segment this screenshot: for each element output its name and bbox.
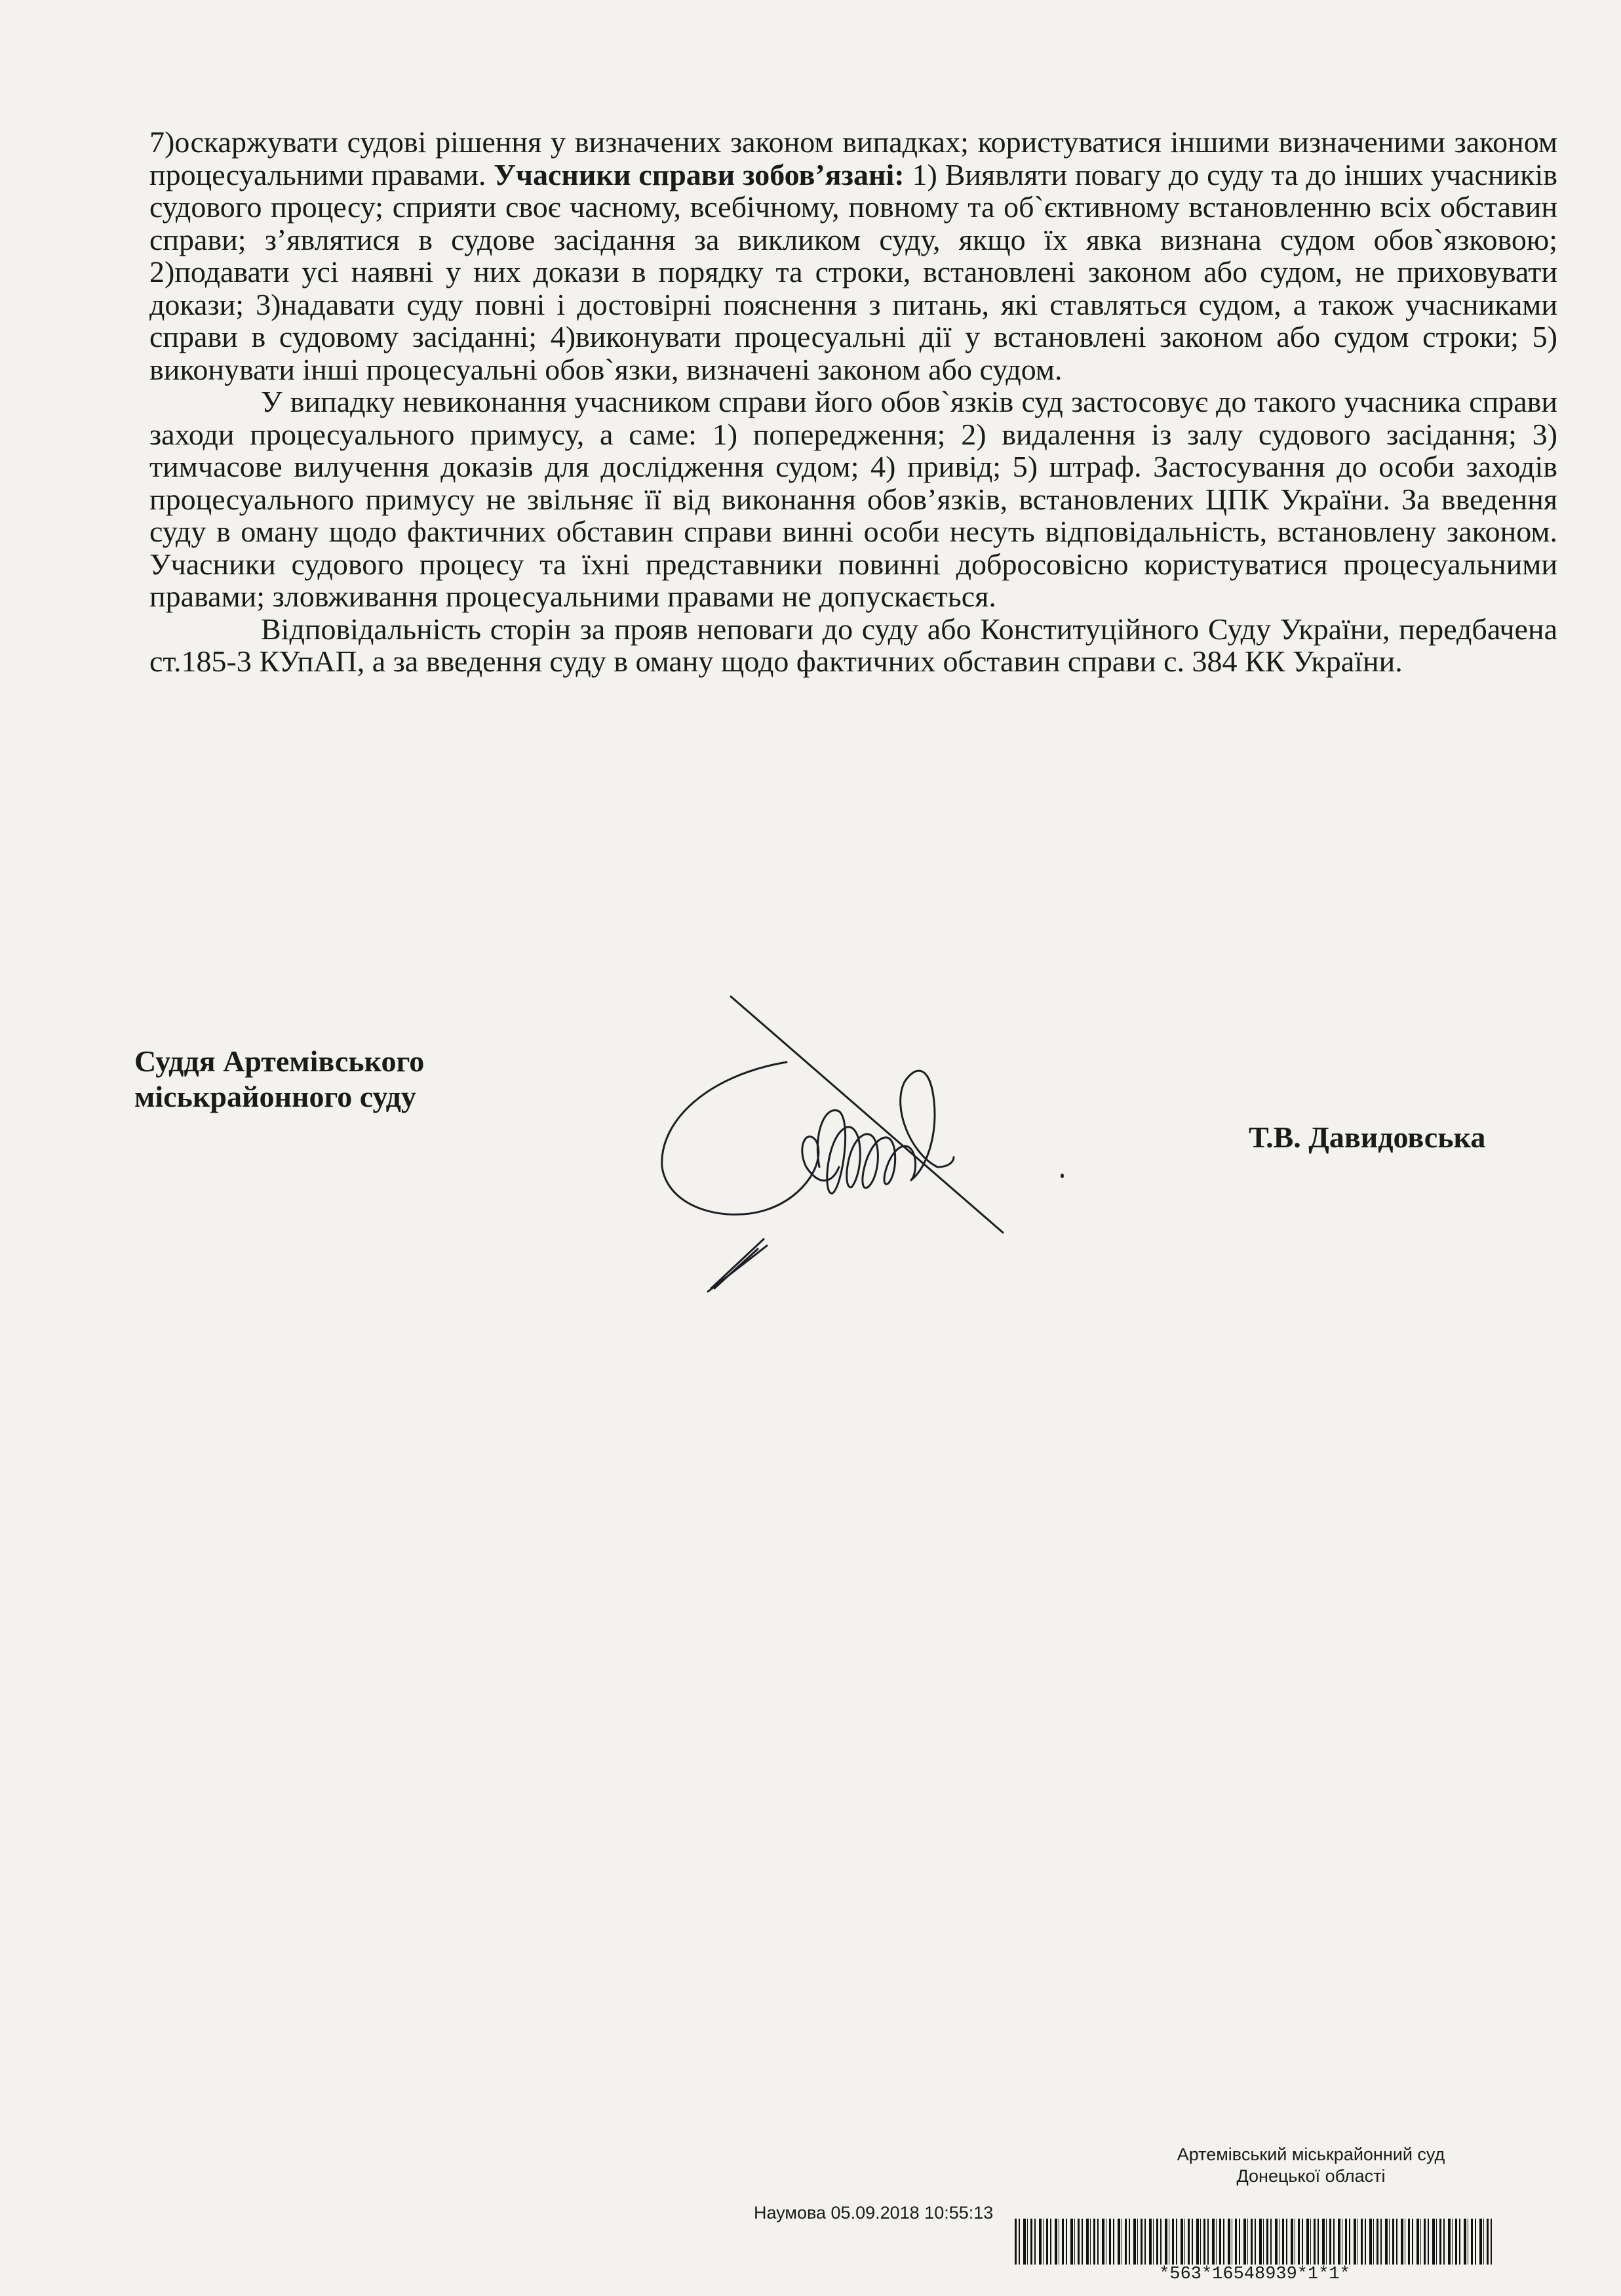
duties-heading: Учасники справи зобов’язані: [494, 157, 905, 191]
court-region: Донецької області [1236, 2166, 1386, 2186]
print-info: Наумова 05.09.2018 10:55:13 [754, 2203, 994, 2223]
paragraph-rights-duties [149, 126, 1557, 386]
judge-title-line-1: Суддя Артемівського [134, 1044, 425, 1078]
judge-title [134, 1044, 424, 1115]
barcode-icon [1015, 2219, 1494, 2265]
paragraph-1-part-2: 1) Виявляти повагу до суду та до інших учасників судового процесу; сприяти своє часному, всебічному, повному та об`єктивному встановленню всіх обставин справи; з’являтися в судове засідання за викликом суду, якщо їх явка визнана судом обов`язковою; 2)подавати усі наявні у них докази в порядку та строки, встановлені законом або судом, не приховувати докази; 3)надавати суду повні і достовірні пояснення з питань, які ставляться судом, а також учасниками справи в судовому засіданні; 4)виконувати процесуальні дії у встановлені законом або судом строки; 5) виконувати інші процесуальні обов`язки, визначені законом або судом. [149, 157, 1558, 386]
barcode-text: *563*16548939*1*1* [1159, 2265, 1350, 2284]
judge-title-line-2: міськрайонного суду [134, 1080, 416, 1113]
document-body [149, 126, 1557, 678]
judge-name: Т.В. Давидовська [1249, 1120, 1486, 1154]
court-name: Артемівський міськрайонний суд [1177, 2145, 1445, 2164]
paragraph-1-part-1: 7)оскаржувати судові рішення у визначених законом випадках; користуватися іншими визначеними законом процесуальними правами. [149, 125, 1557, 191]
ink-speck [1061, 1174, 1064, 1178]
handwritten-signature-icon [629, 970, 1036, 1429]
paragraph-liability: Відповідальність сторін за прояв неповаги до суду або Конституційного Суду України, передбачена ст.185-3 КУпАП, а за введення суду в оману щодо фактичних обставин справи с. 384 КК України. [149, 612, 1557, 678]
paragraph-coercion-measures: У випадку невиконання учасником справи його обов`язків суд застосовує до такого учасника справи заходи процесуального примусу, а саме: 1) попередження; 2) видалення із залу судового засідання; 3) тимчасове вилучення доказів для дослідження судом; 4) привід; 5) штраф. Застосування до особи заходів процесуального примусу не звільняє її від виконання обов’язків, встановлених ЦПК України. За введення суду в оману щодо фактичних обставин справи винні особи несуть відповідальність, встановлену законом. Учасники судового процесу та їхні представники повинні добросовісно користуватися процесуальними правами; зловживання процесуальними правами не допускається. [149, 385, 1557, 613]
court-stamp [1114, 2144, 1508, 2187]
